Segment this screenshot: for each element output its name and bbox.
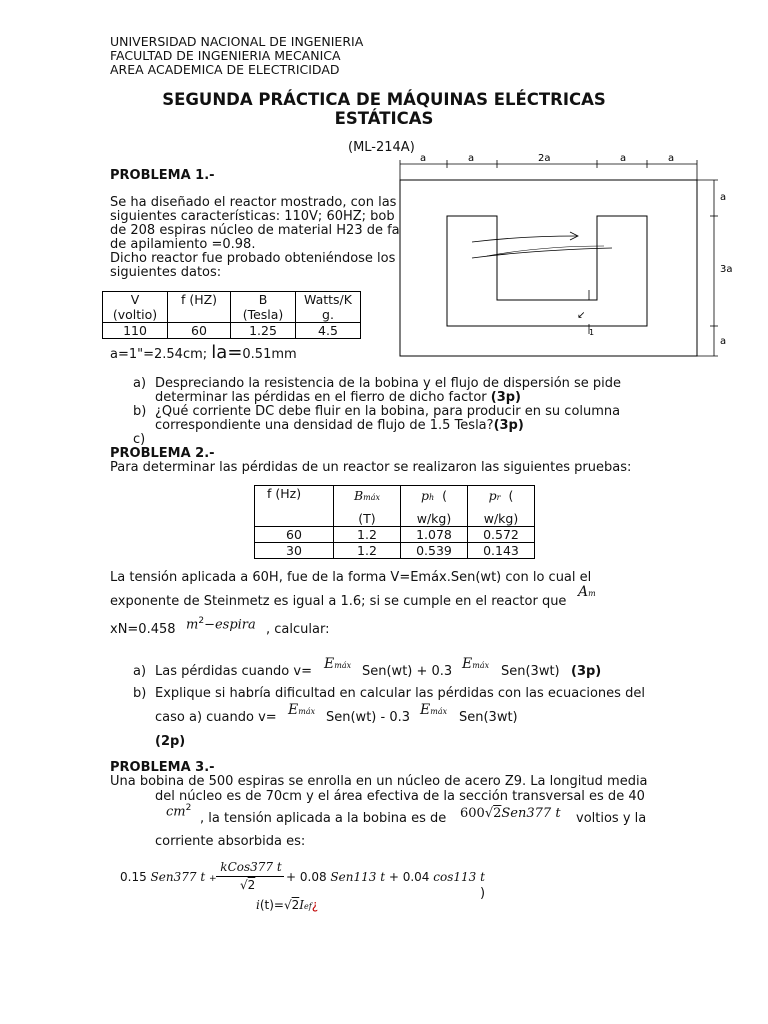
table-cell: 1.2: [334, 527, 401, 543]
current-equation: + 0.08 Sen113 t + 0.04 cos113 t: [286, 870, 485, 884]
problem-3-text: corriente absorbida es:: [155, 834, 306, 849]
question-label: a): [133, 664, 147, 679]
problem-1-text: siguientes datos:: [110, 265, 222, 280]
university-name: UNIVERSIDAD NACIONAL DE INGENIERIA: [110, 34, 364, 49]
dimensions-line: a=1"=2.54cm; la=0.51mm: [110, 342, 297, 363]
question-text: Sen(3wt): [501, 664, 560, 679]
question-text: correspondiente una densidad de flujo de 1.5 Tesla?(3p): [155, 418, 524, 433]
problem-1-text: de apilamiento =0.98.: [110, 237, 256, 252]
fraction-denominator: √2: [240, 878, 256, 892]
voltage-expression: 600√2Sen377 t: [460, 806, 561, 821]
table-header: pr ( w/kg): [468, 486, 535, 527]
table-cell: 110: [103, 323, 168, 339]
question-text: Sen(3wt): [459, 710, 518, 725]
question-label: b): [133, 404, 147, 419]
problem-2-text: , calcular:: [266, 622, 330, 637]
problem-3-text: , la tensión aplicada a la bobina es de: [200, 811, 447, 826]
table-cell: 4.5: [296, 323, 361, 339]
document-title: SEGUNDA PRÁCTICA DE MÁQUINAS ELÉCTRICAS: [162, 90, 606, 109]
problem-2-heading: PROBLEMA 2.-: [110, 446, 215, 461]
table-row: [255, 543, 535, 559]
table-header: Bmáx (T): [334, 486, 401, 527]
dim-label: a: [720, 336, 727, 347]
question-text: Sen(wt) + 0.3: [362, 664, 453, 679]
problem-3-text: voltios y la: [576, 811, 647, 826]
table-cell: 0.143: [468, 543, 535, 559]
table-header: V (voltio): [103, 292, 168, 323]
problem-1-text: Dicho reactor fue probado obteniéndose los: [110, 251, 396, 266]
question-label: b): [133, 686, 147, 701]
question-text: ¿Qué corriente DC debe fluir en la bobina, para producir en su columna: [155, 404, 621, 419]
dim-label: a: [720, 192, 727, 203]
fraction-bar: [216, 876, 284, 877]
question-points: (3p): [571, 664, 602, 679]
table-header: f (Hz): [255, 486, 334, 527]
reactor-core-figure: [392, 150, 768, 362]
table-cell: 0.539: [401, 543, 468, 559]
area-unit: $cm^2$: [166, 803, 192, 820]
table-cell: 1.078: [401, 527, 468, 543]
area-symbol: Am: [578, 584, 596, 600]
problem-2-intro: Para determinar las pérdidas de un reactor se realizaron las siguientes pruebas:: [110, 460, 632, 475]
current-equation: 0.15 Sen377 t +: [120, 870, 217, 884]
problem-2-text: La tensión aplicada a 60H, fue de la forma V=Emáx.Sen(wt) con lo cual el: [110, 570, 592, 585]
table-header: f (HZ): [168, 292, 231, 323]
question-text: Explique si habría dificultad en calcular las pérdidas con las ecuaciones del: [155, 686, 645, 701]
problem-3-text: del núcleo es de 70cm y el área efectiva de la sección transversal es de 40: [155, 789, 645, 804]
emax-symbol: Emáx: [462, 656, 490, 672]
table-cell: 60: [168, 323, 231, 339]
table-header: ph ( w/kg): [401, 486, 468, 527]
area-name: AREA ACADEMICA DE ELECTRICIDAD: [110, 62, 340, 77]
gap-symbol: ↙: [577, 310, 586, 321]
problem-2-table: [254, 485, 535, 559]
question-text: Las pérdidas cuando v=: [155, 664, 312, 679]
table-cell: 1.25: [231, 323, 296, 339]
table-row: [255, 527, 535, 543]
dim-label: a: [468, 153, 475, 164]
table-header: Watts/K g.: [296, 292, 361, 323]
equation-close-paren: ): [480, 886, 486, 901]
question-text: Despreciando la resistencia de la bobina y el flujo de dispersión se pide: [155, 376, 622, 391]
problem-3-text: Una bobina de 500 espiras se enrolla en un núcleo de acero Z9. La longitud media: [110, 774, 648, 789]
dim-label: 2a: [538, 153, 551, 164]
emax-symbol: Emáx: [288, 702, 316, 718]
emax-symbol: Emáx: [324, 656, 352, 672]
question-points: (2p): [155, 734, 186, 749]
problem-1-table: [102, 291, 361, 339]
question-label: a): [133, 376, 147, 391]
table-row: [103, 323, 361, 339]
problem-1-heading: PROBLEMA 1.-: [110, 168, 215, 183]
dim-label: a: [620, 153, 627, 164]
faculty-name: FACULTAD DE INGENIERIA MECANICA: [110, 48, 341, 63]
question-text: determinar las pérdidas en el fierro de dicho factor (3p): [155, 390, 521, 405]
problem-1-text: Se ha diseñado el reactor mostrado, con las: [110, 195, 397, 210]
problem-3-heading: PROBLEMA 3.-: [110, 760, 215, 775]
dim-label: a: [420, 153, 427, 164]
dim-label: a: [668, 153, 675, 164]
question-label: c): [133, 432, 146, 447]
table-cell: 1.2: [334, 543, 401, 559]
table-cell: 60: [255, 527, 334, 543]
problem-2-text: exponente de Steinmetz es igual a 1.6; si se cumple en el reactor que: [110, 594, 567, 609]
course-code: (ML-214A): [348, 140, 415, 155]
table-header: B (Tesla): [231, 292, 296, 323]
current-definition: i(t)=√2Ief¿: [256, 898, 319, 912]
problem-1-text: de 208 espiras núcleo de material H23 de fa: [110, 223, 400, 238]
problem-1-text: siguientes características: 110V; 60HZ; bob: [110, 209, 395, 224]
emax-symbol: Emáx: [420, 702, 448, 718]
unit-expression: $m^2-espira$: [186, 616, 256, 633]
question-text: Sen(wt) - 0.3: [326, 710, 410, 725]
document-title-cont: ESTÁTICAS: [334, 109, 434, 128]
question-text: caso a) cuando v=: [155, 710, 277, 725]
problem-2-text: xN=0.458: [110, 622, 176, 637]
table-cell: 0.572: [468, 527, 535, 543]
gap-marker: 1: [589, 328, 595, 337]
dim-label: 3a: [720, 264, 733, 275]
fraction-numerator: kCos377 t: [220, 860, 282, 874]
table-cell: 30: [255, 543, 334, 559]
